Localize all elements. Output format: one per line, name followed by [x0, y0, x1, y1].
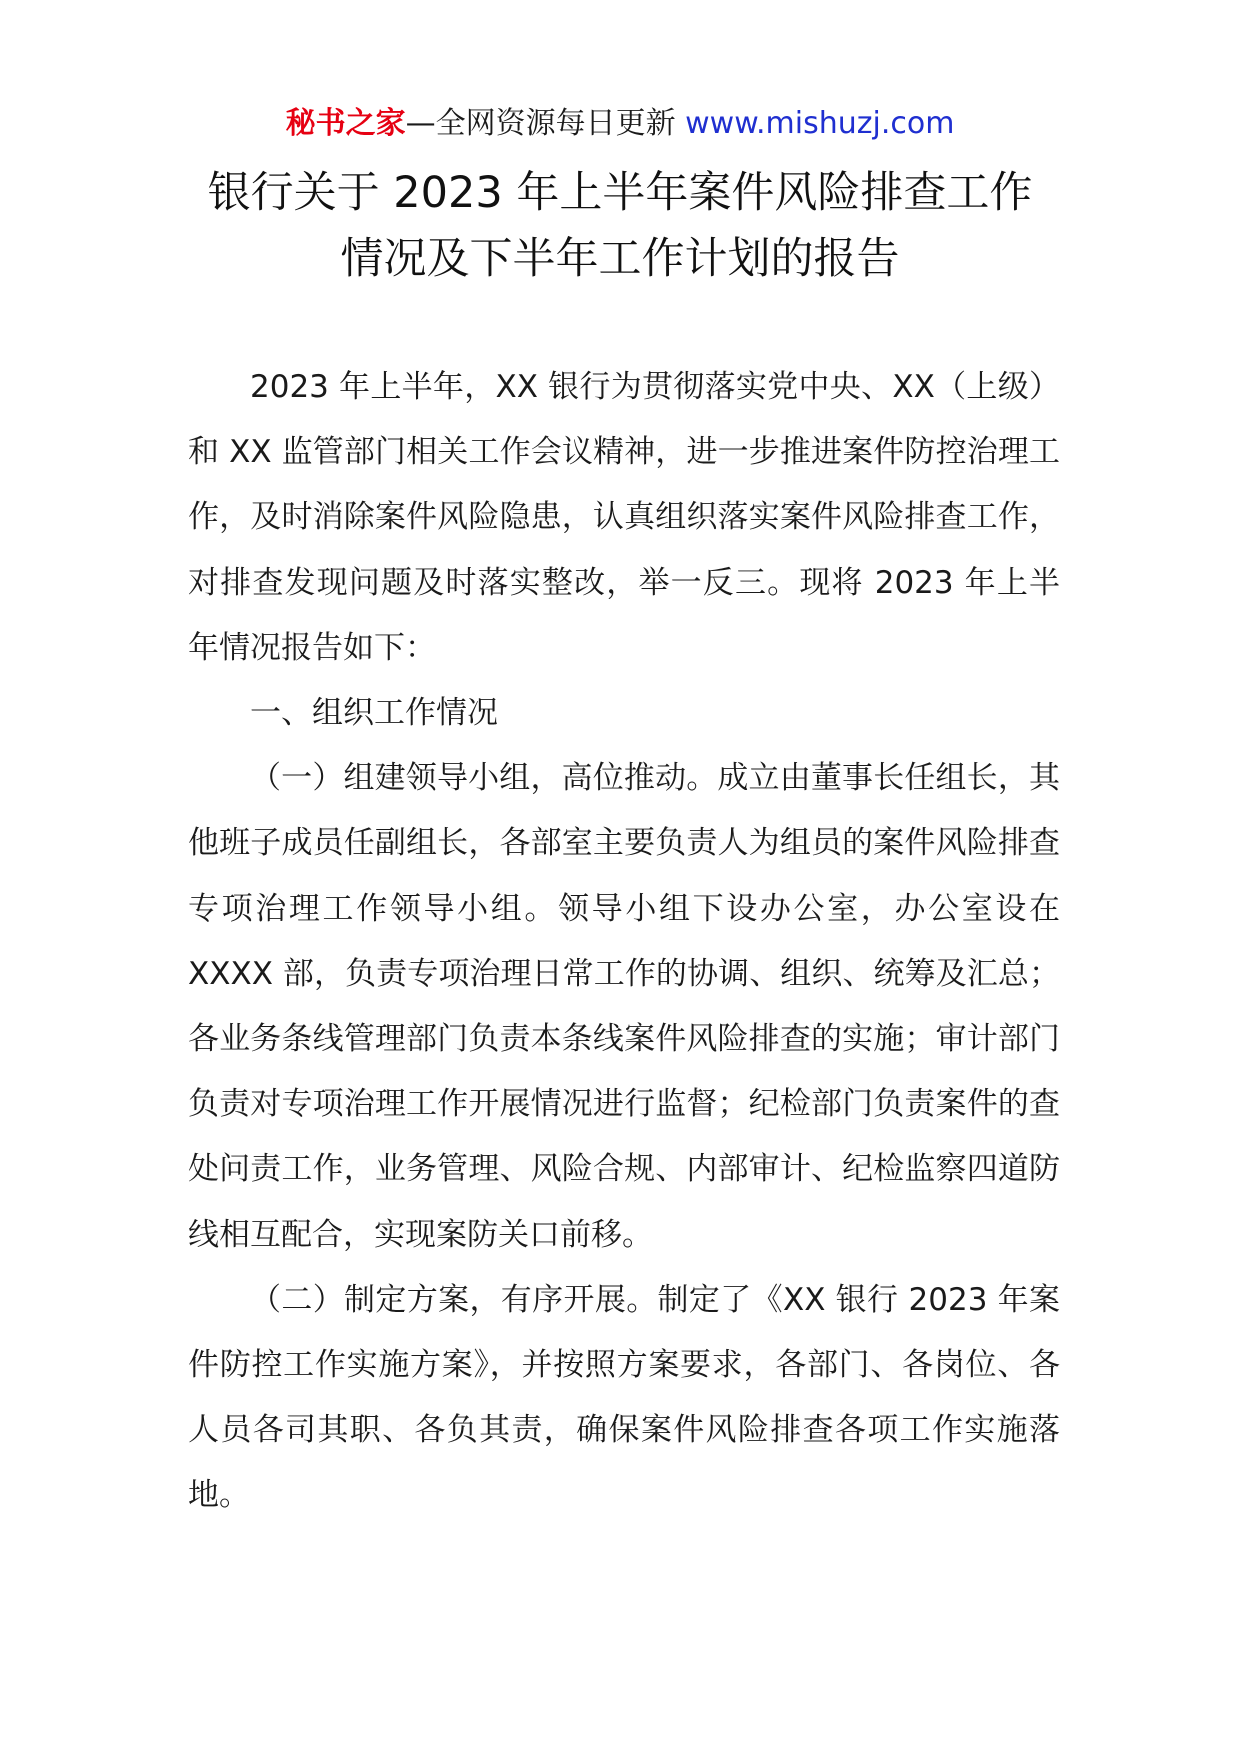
paragraph-subsection-1: （一）组建领导小组，高位推动。成立由董事长任组长，其他班子成员任副组长，各部室主要负责人为组员的案件风险排查专项治理工作领导小组。领导小组下设办公室，办公室设在 XXXX 部，负责专项治理日常工作的协调、组织、统筹及汇总；各业务条线管理部门负责本条线案件风险排查的实施；审计部门负责对专项治理工作开展情况进行监督；纪检部门负责案件的查处问责工作，业务管理、风险合规、内部审计、纪检监察四道防线相互配合，实现案防关口前移。 [188, 760, 1060, 1253]
site-header [0, 102, 1240, 146]
site-url-link[interactable]: www.mishuzj.com [685, 106, 955, 141]
title-line-1: 银行关于 2023 年上半年案件风险排查工作 [207, 168, 1033, 218]
header-tagline: —全网资源每日更新 [405, 106, 686, 141]
brand-name: 秘书之家 [285, 106, 406, 141]
paragraph-intro: 2023 年上半年，XX 银行为贯彻落实党中央、XX（上级）和 XX 监管部门相关工作会议精神，进一步推进案件防控治理工作，及时消除案件风险隐患，认真组织落实案件风险排查工作，对排查发现问题及时落实整改，举一反三。现将 2023 年上半年情况报告如下： [188, 369, 1060, 666]
paragraph-subsection-2: （二）制定方案，有序开展。制定了《XX 银行 2023 年案件防控工作实施方案》，并按照方案要求，各部门、各岗位、各人员各司其职、各负其责，确保案件风险排查各项工作实施落地。 [188, 1281, 1060, 1514]
document-body [188, 355, 1060, 1529]
section-heading-1: 一、组织工作情况 [250, 695, 498, 732]
title-line-2: 情况及下半年工作计划的报告 [340, 234, 900, 284]
document-title [150, 160, 1090, 292]
